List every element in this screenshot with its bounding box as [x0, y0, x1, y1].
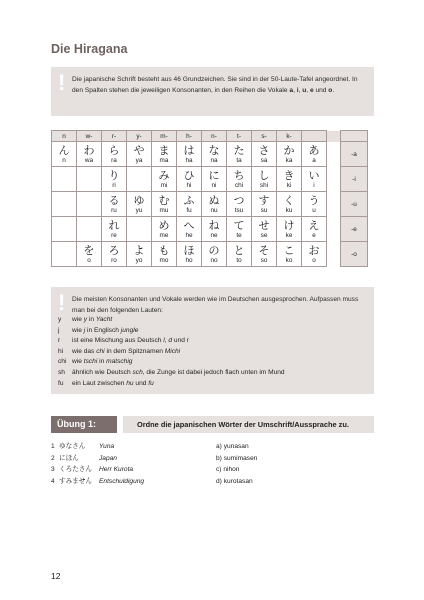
kana-cell — [252, 167, 277, 192]
kana-romaji: ni — [211, 182, 217, 189]
consonant-header: k- — [277, 131, 302, 142]
spacer — [327, 167, 341, 192]
vowel-o: o — [328, 87, 333, 95]
pronunciation-item — [58, 368, 285, 379]
kana-char: の — [208, 244, 220, 257]
item-number: 4 — [51, 477, 55, 485]
kana-char: を — [83, 244, 95, 257]
kana-cell — [77, 242, 102, 267]
kana-char: た — [233, 144, 245, 157]
item-answer-option: b) sumimasen — [216, 454, 258, 462]
kana-romaji: ru — [111, 207, 117, 214]
kana-cell — [177, 142, 202, 167]
pronunciation-item — [58, 357, 285, 368]
kana-romaji: wa — [84, 157, 94, 164]
kana-cell — [177, 167, 202, 192]
kana-romaji: ki — [286, 182, 292, 189]
kana-romaji: no — [210, 257, 218, 264]
kana-romaji: o — [87, 257, 91, 264]
empty-cell — [52, 192, 77, 217]
consonant-header: h- — [177, 131, 202, 142]
kana-cell — [102, 192, 127, 217]
exercise-label: Übung 1: — [51, 416, 117, 433]
sound-key: j — [58, 326, 60, 334]
sound-key: chi — [58, 358, 67, 366]
table-header-row — [52, 131, 368, 142]
kana-romaji: n — [62, 157, 66, 164]
kana-char: え — [308, 219, 320, 232]
kana-cell — [252, 242, 277, 267]
kana-cell — [302, 142, 327, 167]
kana-romaji: shi — [259, 182, 269, 189]
kana-char: ん — [58, 144, 70, 157]
kana-char: ろ — [108, 244, 120, 257]
sound-description: wie j in Englisch jungle — [72, 326, 139, 334]
kana-cell — [102, 167, 127, 192]
empty-cell — [77, 192, 102, 217]
consonant-header: w- — [77, 131, 102, 142]
kana-cell — [127, 242, 152, 267]
kana-romaji: ra — [111, 157, 117, 164]
kana-cell — [277, 242, 302, 267]
kana-char: す — [258, 194, 270, 207]
kana-char: あ — [308, 144, 320, 157]
vowel-e: e — [309, 87, 314, 95]
kana-cell — [102, 217, 127, 242]
pronunciation-list — [58, 315, 285, 389]
consonant-header: m- — [152, 131, 177, 142]
kana-char: ひ — [183, 169, 195, 182]
page-number: 12 — [51, 571, 61, 581]
kana-romaji: re — [111, 232, 117, 239]
kana-cell — [252, 217, 277, 242]
kana-romaji: fu — [186, 207, 192, 214]
pronunciation-item — [58, 347, 285, 358]
kana-romaji: he — [185, 232, 193, 239]
kana-char: こ — [283, 244, 295, 257]
kana-cell — [302, 192, 327, 217]
empty-cell — [77, 217, 102, 242]
vowel-header — [341, 131, 368, 142]
kana-cell — [227, 192, 252, 217]
pronunciation-item — [58, 336, 285, 347]
kana-cell — [227, 217, 252, 242]
consonant-header: r- — [102, 131, 127, 142]
kana-char: く — [283, 194, 295, 207]
spacer — [327, 131, 341, 142]
kana-cell — [77, 142, 102, 167]
vowel-label: -o — [341, 242, 368, 267]
item-kana: すみません — [59, 476, 92, 485]
vowel-label: -e — [341, 217, 368, 242]
kana-char: か — [283, 144, 295, 157]
item-translation: Yuna — [99, 443, 115, 450]
item-translation: Japan — [99, 454, 117, 462]
kana-char: に — [208, 169, 220, 182]
kana-romaji: ya — [135, 157, 143, 164]
kana-romaji: ka — [285, 157, 293, 164]
kana-romaji: ri — [112, 182, 116, 189]
kana-romaji: se — [260, 232, 268, 239]
kana-char: な — [208, 144, 220, 157]
kana-romaji: tsu — [234, 207, 244, 214]
kana-char: ち — [233, 169, 245, 182]
kana-cell — [302, 242, 327, 267]
kana-char: む — [158, 194, 170, 207]
table-row — [52, 192, 368, 217]
kana-char: わ — [83, 144, 95, 157]
kana-cell — [152, 242, 177, 267]
empty-cell — [127, 217, 152, 242]
exercise-instruction: Ordne die japanischen Wörter der Umschrift/Aussprache zu. — [123, 416, 374, 433]
kana-cell — [202, 217, 227, 242]
item-kana: にほん — [59, 453, 79, 462]
kana-romaji: ma — [159, 157, 169, 164]
empty-cell — [77, 167, 102, 192]
kana-char: と — [233, 244, 245, 257]
consonant-header: t- — [227, 131, 252, 142]
empty-cell — [52, 167, 77, 192]
table-row — [52, 167, 368, 192]
kana-cell — [252, 192, 277, 217]
sound-description: ähnlich wie Deutsch sch, die Zunge ist dabei jedoch flach unten im Mund — [72, 368, 285, 376]
pronunciation-item — [58, 326, 285, 337]
kana-char: つ — [233, 194, 245, 207]
kana-char: ゆ — [133, 194, 145, 207]
empty-cell — [52, 217, 77, 242]
vowel-label: -u — [341, 192, 368, 217]
vowel-a: a — [289, 87, 294, 95]
kana-romaji: chi — [234, 182, 244, 189]
item-number: 1 — [51, 443, 55, 450]
kana-romaji: ha — [185, 157, 193, 164]
item-answer-option: d) kurotasan — [216, 477, 253, 485]
sound-key: sh — [58, 368, 65, 376]
kana-cell — [127, 142, 152, 167]
item-number: 2 — [51, 454, 55, 462]
spacer — [327, 192, 341, 217]
kana-char: や — [133, 144, 145, 157]
kana-char: へ — [183, 219, 195, 232]
kana-char: ふ — [183, 194, 195, 207]
kana-romaji: ko — [285, 257, 293, 264]
kana-char: ま — [158, 144, 170, 157]
kana-char: み — [158, 169, 170, 182]
vowel-i: i — [296, 87, 299, 95]
kana-romaji: ho — [185, 257, 193, 264]
kana-romaji: o — [312, 257, 316, 264]
table-row — [52, 217, 368, 242]
kana-char: て — [233, 219, 245, 232]
intro-text: Die japanische Schrift besteht aus 46 Grundzeichen. Sie sind in der 50-Laute-Tafel angeordnet. In den Spalten stehen die jeweiligen Konsonanten, in den Reihen die Vokale a, i, u, e und o. — [72, 76, 358, 95]
pronunciation-item — [58, 315, 285, 326]
kana-char: ね — [208, 219, 220, 232]
kana-romaji: me — [159, 232, 169, 239]
kana-cell — [277, 142, 302, 167]
table-row — [52, 242, 368, 267]
kana-romaji: mu — [159, 207, 169, 214]
kana-char: さ — [258, 144, 270, 157]
kana-romaji: so — [260, 257, 268, 264]
kana-char: お — [308, 244, 320, 257]
sound-description: wie das chi in dem Spitznamen Michi — [72, 347, 181, 355]
kana-cell — [52, 142, 77, 167]
consonant-header: n — [52, 131, 77, 142]
item-answer-option: a) yunasan — [216, 443, 249, 450]
sound-description: ist eine Mischung aus Deutsch l, d und r — [72, 337, 189, 345]
kana-romaji: e — [312, 232, 316, 239]
vowel-label: -a — [341, 142, 368, 167]
page-title: Die Hiragana — [51, 42, 128, 56]
kana-cell — [302, 167, 327, 192]
kana-char: め — [158, 219, 170, 232]
spacer — [327, 242, 341, 267]
kana-cell — [202, 142, 227, 167]
kana-cell — [152, 142, 177, 167]
kana-romaji: ro — [111, 257, 117, 264]
kana-char: よ — [133, 244, 145, 257]
table-row — [52, 142, 368, 167]
kana-romaji: te — [236, 232, 242, 239]
vowel-label: -i — [341, 167, 368, 192]
kana-char: う — [308, 194, 320, 207]
kana-char: ら — [108, 144, 120, 157]
kana-cell — [102, 142, 127, 167]
kana-char: ほ — [183, 244, 195, 257]
kana-cell — [152, 217, 177, 242]
kana-romaji: ke — [285, 232, 293, 239]
kana-romaji: na — [210, 157, 218, 164]
kana-romaji: ne — [210, 232, 218, 239]
kana-cell — [227, 142, 252, 167]
kana-romaji: nu — [210, 207, 218, 214]
kana-char: れ — [108, 219, 120, 232]
kana-romaji: mo — [159, 257, 169, 264]
spacer — [327, 142, 341, 167]
kana-cell — [202, 242, 227, 267]
kana-romaji: i — [313, 182, 315, 189]
kana-cell — [177, 242, 202, 267]
kana-romaji: su — [260, 207, 268, 214]
kana-char: ぬ — [208, 194, 220, 207]
item-translation: Herr Kurota — [99, 466, 134, 473]
kana-char: き — [283, 169, 295, 182]
pronunciation-item — [58, 379, 285, 390]
kana-romaji: sa — [260, 157, 268, 164]
sound-key: hi — [58, 347, 64, 355]
kana-cell — [277, 192, 302, 217]
consonant-header: y- — [127, 131, 152, 142]
item-translation: Entschuldigung — [99, 477, 145, 485]
sound-key: fu — [58, 379, 64, 387]
kana-romaji: ta — [236, 157, 242, 164]
sound-key: y — [58, 316, 62, 323]
kana-romaji: yo — [135, 257, 143, 264]
kana-romaji: ku — [285, 207, 293, 214]
kana-romaji: a — [312, 157, 316, 164]
kana-char: け — [283, 219, 295, 232]
kana-cell — [227, 167, 252, 192]
consonant-header: s- — [252, 131, 277, 142]
spacer — [327, 217, 341, 242]
pronunciation-box — [51, 287, 374, 394]
kana-cell — [227, 242, 252, 267]
kana-char: り — [108, 169, 120, 182]
item-kana: くろたさん — [59, 465, 92, 473]
sound-description: wie tschi in matschig — [72, 358, 133, 366]
empty-cell — [52, 242, 77, 267]
kana-cell — [127, 192, 152, 217]
sound-key: r — [58, 337, 61, 345]
exercise-header — [51, 416, 374, 433]
kana-cell — [152, 167, 177, 192]
kana-cell — [177, 217, 202, 242]
kana-char: し — [258, 169, 270, 182]
consonant-header: n- — [202, 131, 227, 142]
item-kana: ゆなさん — [59, 442, 86, 450]
kana-cell — [277, 167, 302, 192]
kana-cell — [102, 242, 127, 267]
kana-char: る — [108, 194, 120, 207]
exclamation-icon: ! — [58, 70, 66, 95]
kana-romaji: mi — [160, 182, 168, 189]
kana-char: そ — [258, 244, 270, 257]
kana-cell — [202, 192, 227, 217]
kana-cell — [152, 192, 177, 217]
pronunciation-intro: Die meisten Konsonanten und Vokale werden wie im Deutschen ausgesprochen. Aufpassen muss man bei den folgenden Lauten: — [72, 296, 359, 315]
empty-cell — [127, 167, 152, 192]
kana-romaji: yu — [135, 207, 143, 214]
kana-cell — [302, 217, 327, 242]
kana-romaji: u — [312, 207, 316, 214]
intro-text-body: Die japanische Schrift besteht aus 46 Grundzeichen. Sie sind in der 50-Laute-Tafel angeordnet. In den Spalten stehen die jeweiligen Konsonanten, in den Reihen die Vokale — [72, 76, 358, 95]
kana-char: い — [308, 169, 320, 182]
kana-char: せ — [258, 219, 270, 232]
kana-cell — [277, 217, 302, 242]
kana-char: は — [183, 144, 195, 157]
kana-romaji: hi — [186, 182, 192, 189]
sound-description: wie y in Yacht — [72, 316, 113, 323]
kana-cell — [252, 142, 277, 167]
kana-cell — [202, 167, 227, 192]
intro-box — [51, 67, 374, 116]
hiragana-table — [51, 130, 368, 267]
consonant-header — [302, 131, 327, 142]
item-number: 3 — [51, 466, 55, 473]
kana-cell — [177, 192, 202, 217]
exclamation-icon: ! — [58, 290, 66, 315]
vowel-u: u — [302, 87, 307, 95]
kana-romaji: to — [236, 257, 242, 264]
kana-char: も — [158, 244, 170, 257]
item-answer-option: c) nihon — [216, 466, 240, 473]
sound-description: ein Laut zwischen hu und fu — [72, 379, 154, 387]
